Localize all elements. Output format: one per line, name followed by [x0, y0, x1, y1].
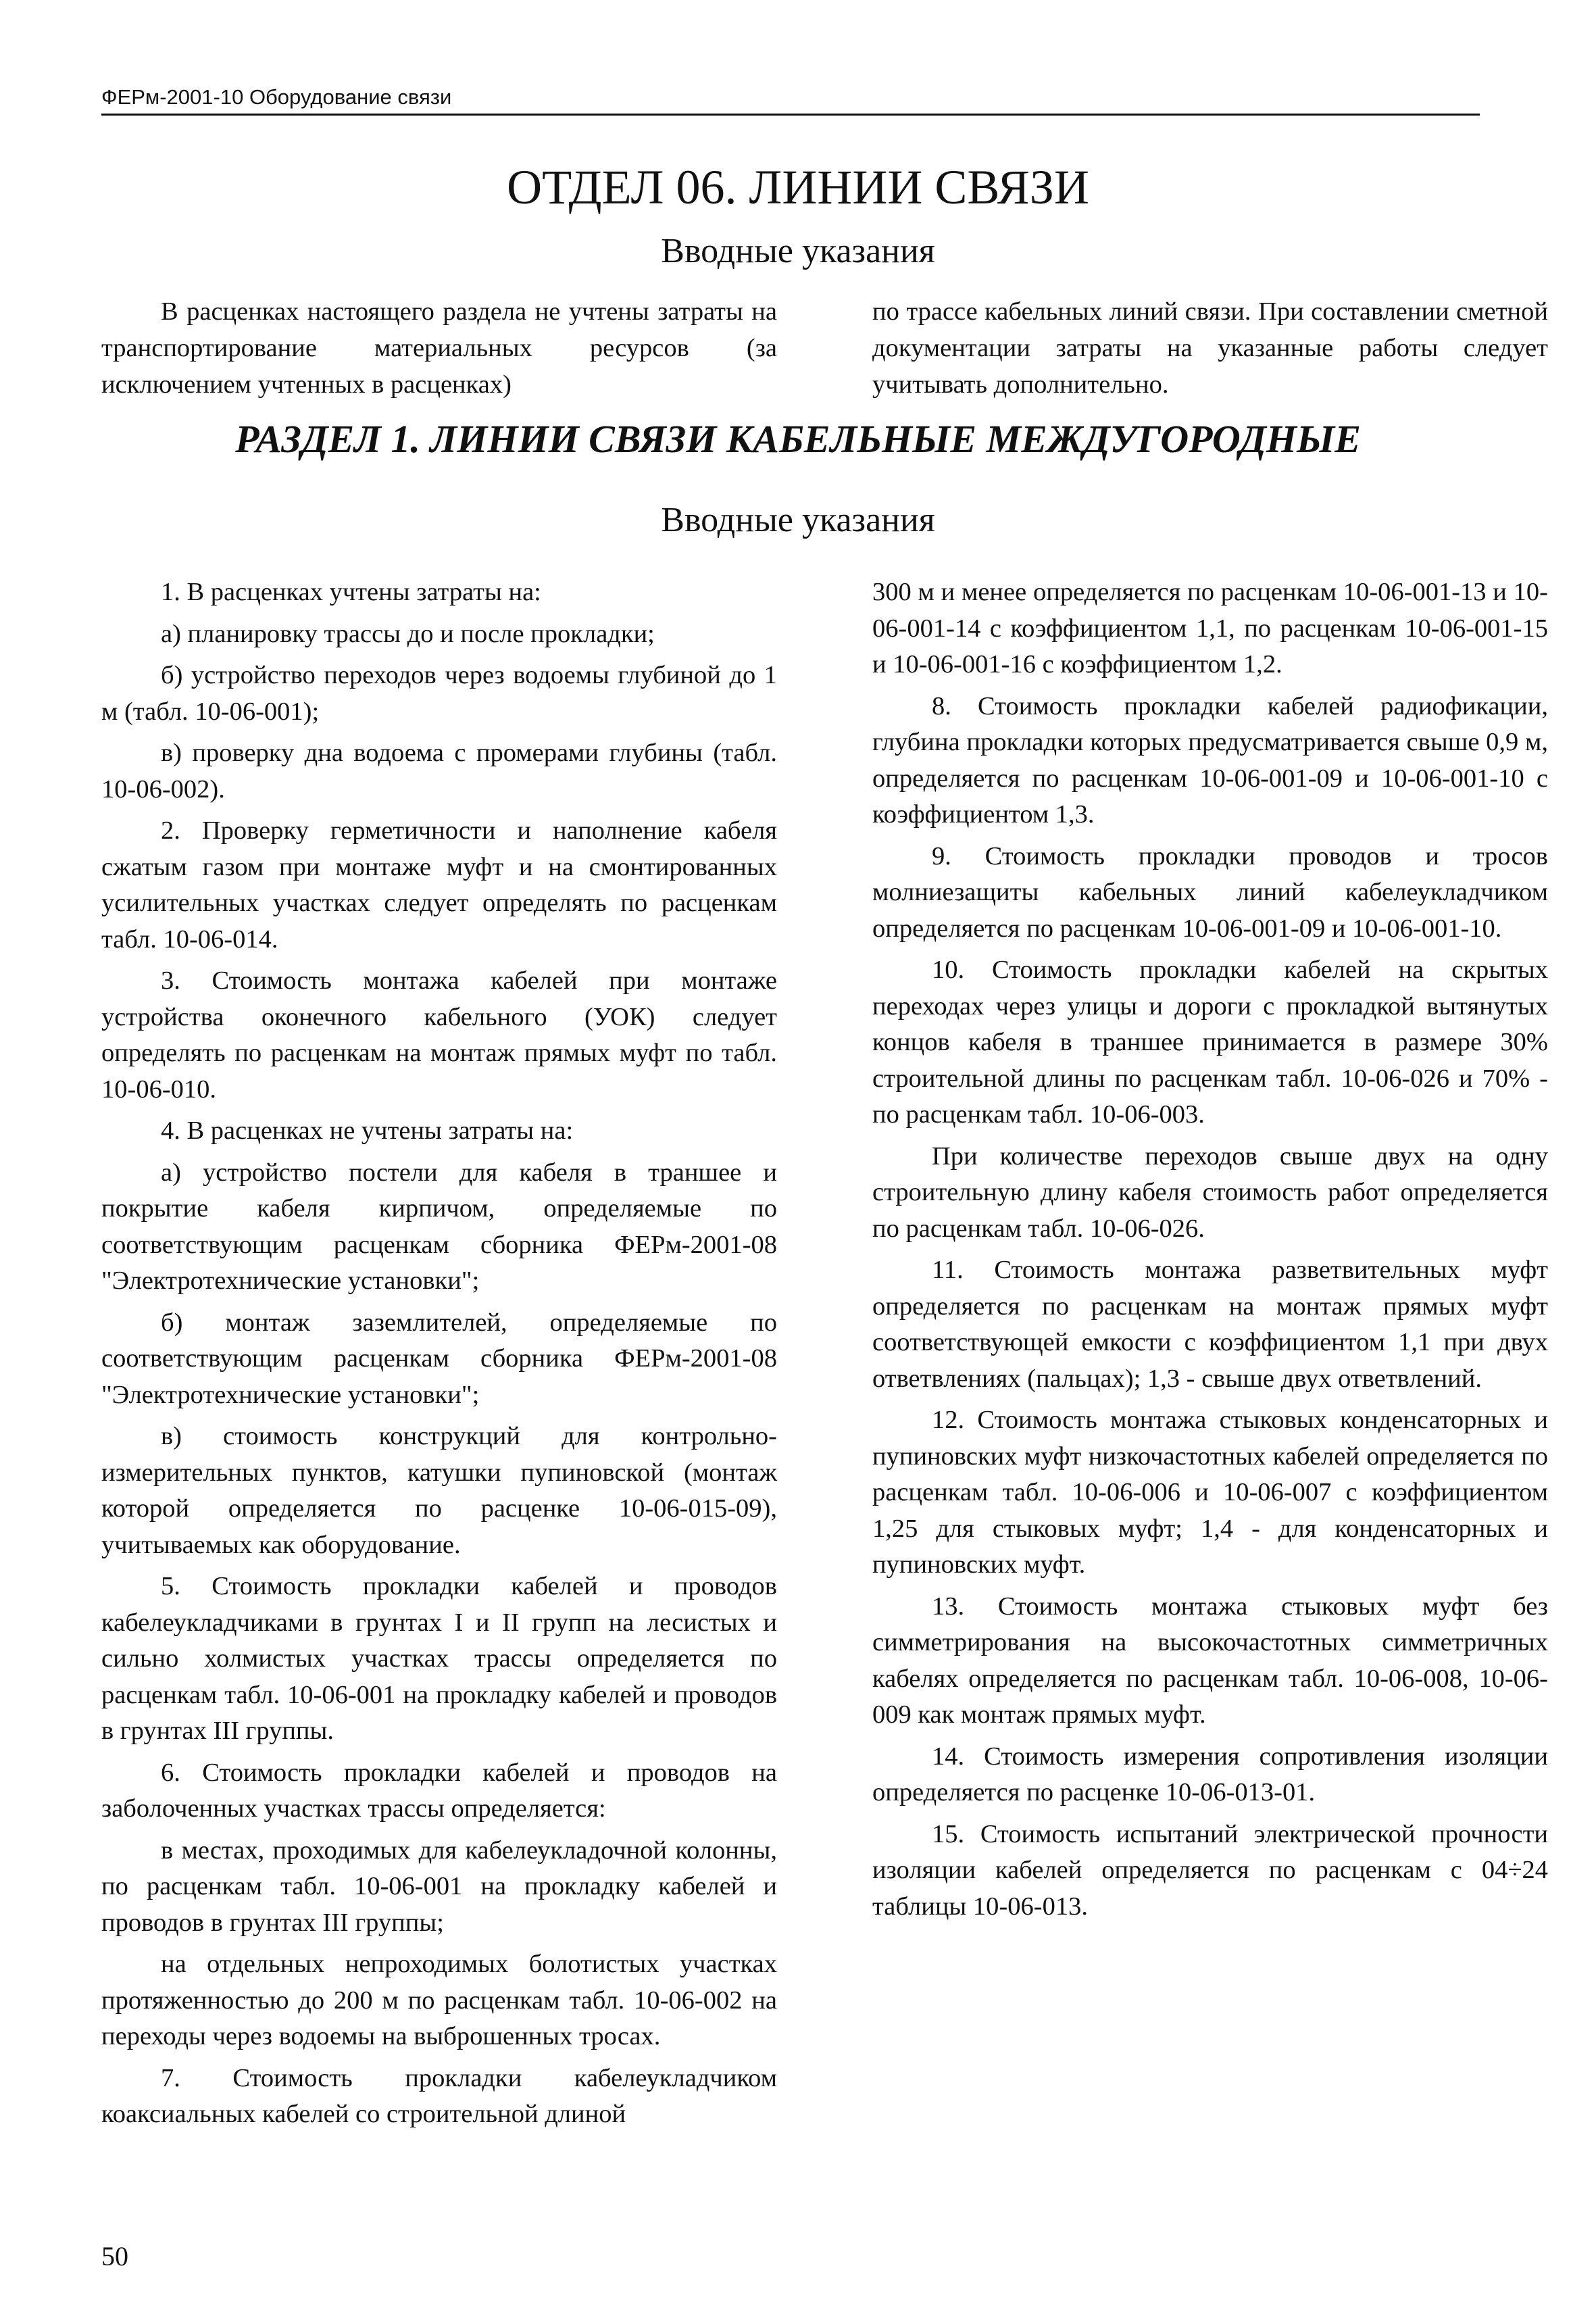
paragraph: на отдельных непроходимых болотистых участках протяженностью до 200 м по расценкам табл. 10-06-002 на переходы через водоемы на выброшенных тросах.	[101, 1950, 777, 2050]
paragraph: 9. Стоимость прокладки проводов и тросов молниезащиты кабельных линий кабелеукладчиком определяется по расценкам 10-06-001-09 и 10-06-001-10.	[872, 841, 1548, 943]
section-intro-heading: Вводные указания	[661, 501, 935, 539]
paragraph: 15. Стоимость испытаний электрической прочности изоляции кабелей определяется по расценкам с 04÷24 таблицы 10-06-013.	[872, 1819, 1548, 1921]
department-intro-paragraph: В расценках настоящего раздела не учтены затраты на транспортирование материальных ресурсов (за исключением учтенных в расценках)	[101, 297, 777, 399]
paragraph: в местах, проходимых для кабелеукладочной колонны, по расценкам табл. 10-06-001 на прокладку кабелей и проводов в грунтах III группы;	[101, 1836, 777, 1937]
paragraph: 2. Проверку герметичности и наполнение кабеля сжатым газом при монтаже муфт и на смонтированных усилительных участках следует определять по расценкам табл. 10-06-014.	[101, 816, 777, 954]
department-intro-heading: Вводные указания	[661, 232, 935, 270]
department-title: ОТДЕЛ 06. ЛИНИИ СВЯЗИ	[507, 160, 1089, 214]
paragraph: 11. Стоимость монтажа разветвительных муфт определяется по расценкам на монтаж прямых муфт соответствующей емкости с коэффициентом 1,1 при двух ответвлениях (пальцах); 1,3 - свыше двух ответвлений.	[872, 1256, 1548, 1393]
paragraph: а) планировку трассы до и после прокладки;	[161, 619, 655, 648]
paragraph: в) проверку дна водоема с промерами глубины (табл. 10-06-002).	[101, 739, 777, 804]
paragraph: б) монтаж заземлителей, определяемые по соответствующим расценкам сборника ФЕРм-2001-08 "Электротехнические установки";	[101, 1308, 777, 1409]
paragraph: 1. В расценках учтены затраты на:	[161, 578, 541, 606]
paragraph: 4. В расценках не учтены затраты на:	[161, 1116, 574, 1145]
paragraph-continuation: 300 м и менее определяется по расценкам 10-06-001-13 и 10-06-001-14 с коэффициентом 1,1, по расценкам 10-06-001-15 и 10-06-001-16 с коэффициентом 1,2.	[872, 578, 1548, 679]
paragraph: 8. Стоимость прокладки кабелей радиофикации, глубина прокладки которых предусматривается свыше 0,9 м, определяется по расценкам 10-06-001-09 и 10-06-001-10 с коэффициентом 1,3.	[872, 691, 1548, 829]
paragraph: 14. Стоимость измерения сопротивления изоляции определяется по расценке 10-06-013-01.	[872, 1742, 1548, 1806]
running-header: ФЕРм-2001-10 Оборудование связи	[101, 85, 452, 109]
paragraph: При количестве переходов свыше двух на одну строительную длину кабеля стоимость работ определяется по расценкам табл. 10-06-026.	[872, 1141, 1548, 1243]
paragraph: 5. Стоимость прокладки кабелей и проводов кабелеукладчиками в грунтах I и II групп на лесистых и сильно холмистых участках трассы определяется по расценкам табл. 10-06-001 на прокладку кабелей и проводов в грунтах III группы.	[101, 1572, 777, 1745]
department-intro-right-column	[872, 293, 1548, 403]
paragraph: 13. Стоимость монтажа стыковых муфт без симметрирования на высокочастотных симметричных кабелях определяется по расценкам табл. 10-06-008, 10-06-009 как монтаж прямых муфт.	[872, 1592, 1548, 1729]
paragraph: 10. Стоимость прокладки кабелей на скрытых переходах через улицы и дороги с прокладкой вытянутых концов кабеля в траншее принимается в размере 30% строительной длины по расценкам табл. 10-06-026 и 70% - по расценкам табл. 10-06-003.	[872, 956, 1548, 1129]
paragraph: а) устройство постели для кабеля в траншее и покрытие кабеля кирпичом, определяемые по соответствующим расценкам сборника ФЕРм-2001-08 "Электротехнические установки";	[101, 1158, 777, 1295]
page-number: 50	[101, 2241, 128, 2271]
department-intro-left-column	[101, 293, 777, 403]
right-text-column	[872, 574, 1548, 1925]
paragraph: 6. Стоимость прокладки кабелей и проводов на заболоченных участках трассы определяется:	[101, 1758, 777, 1823]
paragraph: 12. Стоимость монтажа стыковых конденсаторных и пупиновских муфт низкочастотных кабелей определяется по расценкам табл. 10-06-006 и 10-06-007 с коэффициентом 1,25 для стыковых муфт; 1,4 - для конденсаторных и пупиновских муфт.	[872, 1406, 1548, 1579]
left-text-column	[101, 574, 777, 2133]
department-intro-paragraph-continuation: по трассе кабельных линий связи. При составлении сметной документации затраты на указанные работы следует учитывать дополнительно.	[872, 297, 1548, 399]
paragraph: в) стоимость конструкций для контрольно-измерительных пунктов, катушки пупиновской (монтаж которой определяется по расценке 10-06-015-09), учитываемых как оборудование.	[101, 1422, 777, 1559]
paragraph: б) устройство переходов через водоемы глубиной до 1 м (табл. 10-06-001);	[101, 661, 777, 726]
header-rule	[101, 114, 1480, 116]
paragraph: 7. Стоимость прокладки кабелеукладчиком коаксиальных кабелей со строительной длиной	[101, 2063, 777, 2128]
section-title: РАЗДЕЛ 1. ЛИНИИ СВЯЗИ КАБЕЛЬНЫЕ МЕЖДУГОРОДНЫЕ	[235, 417, 1361, 461]
paragraph: 3. Стоимость монтажа кабелей при монтаже устройства оконечного кабельного (УОК) следует определять по расценкам на монтаж прямых муфт по табл. 10-06-010.	[101, 966, 777, 1104]
